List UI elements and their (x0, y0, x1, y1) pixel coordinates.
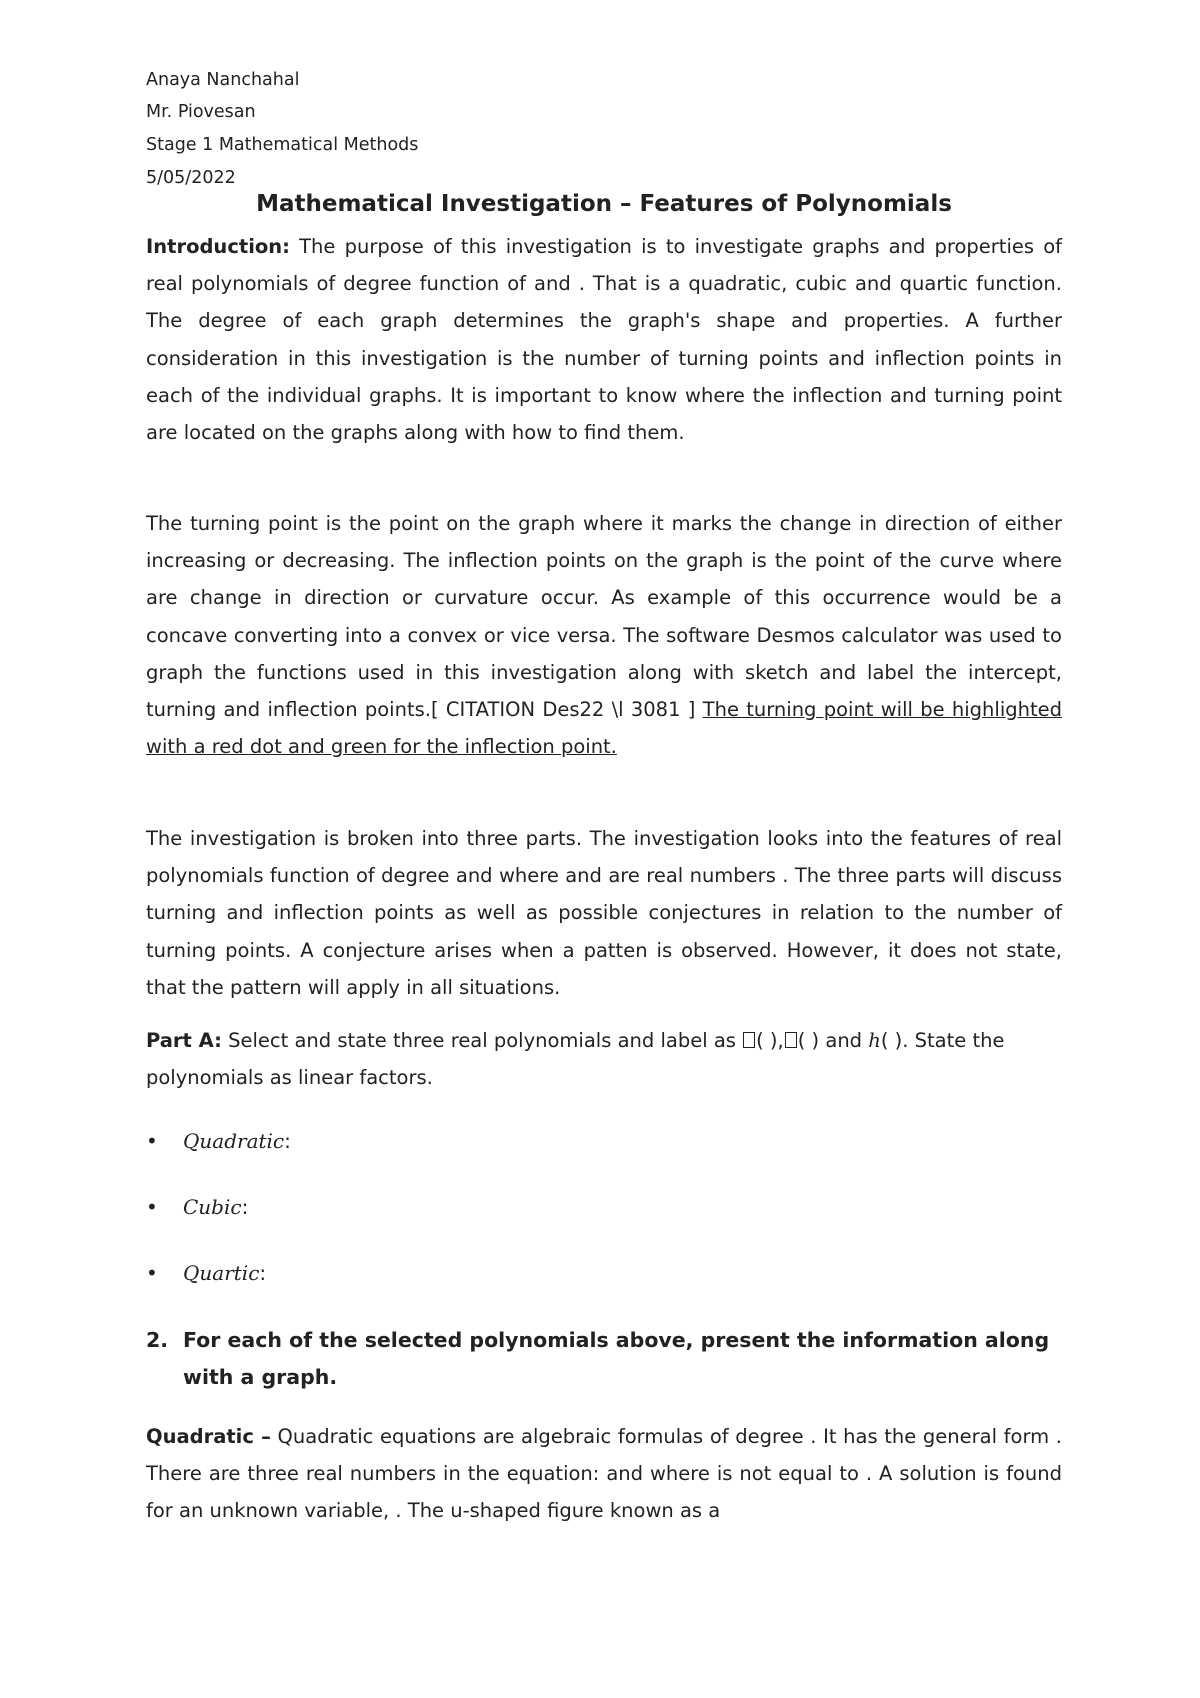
numbered-item-2 (146, 1322, 1062, 1396)
introduction-text: The purpose of this investigation is to investigate graphs and properties of real polynomials of degree function of and . That is a quadratic, cubic and quartic function. The degree of each graph determines the graph's shape and properties. A further consideration in this investigation is the number of turning points and inflection points in each of the individual graphs. It is important to know where the inflection and turning point are located on the graphs along with how to find them. (146, 235, 1062, 445)
bullet-label: Quadratic (183, 1129, 285, 1153)
and-word: and (819, 1029, 869, 1052)
list-item-quartic (146, 1258, 1062, 1324)
turning-point-paragraph (146, 505, 1062, 765)
author-name: Anaya Nanchahal (146, 70, 300, 90)
bullet-label: Quartic (183, 1261, 260, 1285)
part-a-intro-text: Select and state three real polynomials and label as (221, 1029, 743, 1052)
quadratic-paragraph (146, 1418, 1062, 1530)
function-g-placeholder (785, 1032, 797, 1048)
bullet-colon: : (241, 1195, 249, 1219)
function-paren: ( ) (756, 1029, 778, 1052)
teacher-name: Mr. Piovesan (146, 102, 256, 122)
function-paren: ( ) (797, 1029, 820, 1052)
investigation-parts-text: The investigation is broken into three parts. The investigation looks into the features of real polynomials function of degree and where and are real numbers . The three parts will discuss turning and inflection points as well as possible conjectures in relation to the number of turning points. A conjecture arises when a patten is observed. However, it does not state, that the pattern will apply in all situations. (146, 827, 1062, 999)
bullet-icon: • (146, 1129, 158, 1153)
list-item-cubic (146, 1192, 1062, 1258)
polynomial-list (146, 1126, 1062, 1324)
list-item-quadratic (146, 1126, 1062, 1192)
function-f-placeholder (743, 1032, 755, 1048)
part-a-end-text: . State the polynomials as linear factors. (146, 1029, 1005, 1090)
comma: , (777, 1029, 784, 1052)
part-a-label: Part A: (146, 1029, 222, 1052)
bullet-icon: • (146, 1195, 158, 1219)
turning-point-text: The turning point is the point on the graph where it marks the change in direction of either increasing or decreasing. The inflection points on the graph is the point of the curve where are change in direction or curvature occur. As example of this occurrence would be a concave converting into a convex or vice versa. The software Desmos calculator was used to graph the functions used in this investigation along with sketch and label the intercept, turning and inflection points.[ CITATION Des22 \l 3081 ] (146, 512, 1062, 722)
bullet-icon: • (146, 1261, 158, 1285)
quadratic-text: Quadratic equations are algebraic formulas of degree . It has the general form . There are three real numbers in the equation: and where is not equal to . A solution is found for an unknown variable, . The u-shaped figure known as a (146, 1425, 1062, 1523)
document-date: 5/05/2022 (146, 168, 236, 188)
function-paren: ( ) (880, 1029, 903, 1052)
function-h-letter: h (868, 1029, 881, 1052)
bullet-colon: : (259, 1261, 267, 1285)
item-text: For each of the selected polynomials above, present the information along with a graph. (183, 1328, 1050, 1389)
course-name: Stage 1 Mathematical Methods (146, 135, 419, 155)
quadratic-label: Quadratic – (146, 1425, 271, 1448)
document-title: Mathematical Investigation – Features of Polynomials (256, 191, 952, 217)
bullet-colon: : (284, 1129, 291, 1153)
item-number: 2. (146, 1328, 169, 1352)
part-a-paragraph (146, 1022, 1062, 1096)
bullet-label: Cubic (183, 1195, 242, 1219)
introduction-paragraph (146, 228, 1062, 451)
introduction-label: Introduction: (146, 235, 290, 258)
highlight-note: The turning point will be highlighted with a red dot and green for the inflection point. (146, 698, 1062, 759)
investigation-parts-paragraph (146, 820, 1062, 1006)
